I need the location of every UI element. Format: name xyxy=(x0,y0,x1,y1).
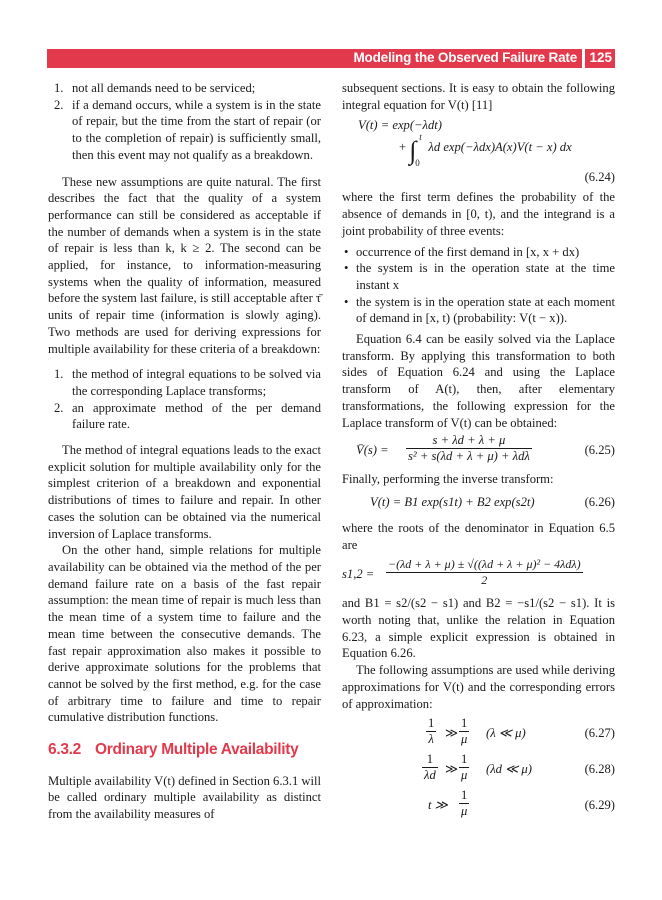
equation-6-25: V̄(s) = s + λd + λ + μ s² + s(λd + λ + μ) + λdλ (6.25) xyxy=(356,433,615,464)
list-item: 1. the method of integral equations to be solved via the corresponding Laplace transforms; xyxy=(54,367,321,398)
section-title: Ordinary Multiple Availability xyxy=(94,741,299,759)
list-item: • the system is in the operation state at each moment of demand in [x, t) (probability: V(t − x)). xyxy=(344,294,615,326)
equation-6-26: V(t) = B1 exp(s1t) + B2 exp(s2t) (6.26) xyxy=(370,494,615,509)
paragraph: These new assumptions are quite natural. The first describes the fact that the quality of a system performance can still be considered as acceptable if the number of demands when a system is in the state of repair is less than k, k ≥ 2. The second can be applied, for instance, to information-measuring systems when the quality of information, measured before the system last failure, is still acceptable after τ̄ units of repair time (information is slowly aging). Two methods are used for deriving expressions for multiple availability for these criteria of a breakdown: xyxy=(48,174,321,356)
paragraph: The following assumptions are used while deriving approximations for V(t) and the corresponding errors of approximation: xyxy=(342,663,615,711)
equation-number: (6.27) xyxy=(584,726,615,741)
integral-sign: ∫ t 0 xyxy=(409,132,422,169)
fraction: −(λd + λ + μ) ± √((λd + λ + μ)² − 4λdλ) 2 xyxy=(388,557,581,588)
list-item: 1. not all demands need to be serviced; xyxy=(54,81,256,95)
equation-6-28: $\frac{1}{\lambda d}$ ≫ $\frac{1}{\mu}$ (λd ≪ μ) (6.28) xyxy=(424,752,615,783)
equation-6-29: t ≫ $\frac{1}{\mu}$ (6.29) xyxy=(428,788,615,819)
equation-number: (6.25) xyxy=(584,443,615,458)
paragraph: Equation 6.4 can be easily solved via the Laplace transform. By applying this transformation to both sides of Equation 6.24 and using the Laplace transform of A(t), then, after elementary transformations, the following expression for the Laplace transform of V(t) can be obtained: xyxy=(342,332,615,430)
list-item: 2. if a demand occurs, while a system is in the state of repair, but the time from the start of repair (or to the completion of repair) is sufficiently small, then this event may not qualify as a breakdown. xyxy=(54,97,321,162)
section-heading xyxy=(48,742,321,759)
paragraph: where the roots of the denominator in Equation 6.5 are xyxy=(342,520,615,552)
paragraph: On the other hand, simple relations for multiple availability can be obtained via the method of the per demand failure rate on a basis of the fast repair assumption: the mean time of repair is much less than the mean time of a system time to failure and the mean time between the consecutive demands. The fast repair approximation also makes it possible to derive approximate solutions for the problems that cannot be solved by the first method, e.g. for the case of arbitrary time to failure and time to repair cumulative distribution functions. xyxy=(48,543,321,725)
eq-line: V(t) = exp(−λdt) xyxy=(358,118,442,133)
page-number: 125 xyxy=(589,50,612,65)
equation-number: (6.24) xyxy=(584,170,615,185)
criteria-list xyxy=(48,80,321,164)
list-item: • occurrence of the first demand in [x, x + dx) xyxy=(344,244,580,259)
equation-6-27: $\frac{1}{\lambda}$ ≫ $\frac{1}{\mu}$ (λ ≪ μ) (6.27) xyxy=(428,716,615,747)
equation-number: (6.29) xyxy=(584,798,615,813)
events-list xyxy=(342,244,615,328)
fraction: s + λd + λ + μ s² + s(λd + λ + μ) + λdλ xyxy=(408,433,530,464)
paragraph: The method of integral equations leads to the exact explicit solution for multiple availability only for the simplest criterion of a breakdown and exponential distributions of times to failure and repair. In other cases the solution can be obtained via the numerical inversion of Laplace transforms. xyxy=(48,443,321,541)
chapter-title: Modeling the Observed Failure Rate xyxy=(353,50,577,65)
left-column xyxy=(48,80,321,823)
equation-roots: s1,2 = −(λd + λ + μ) ± √((λd + λ + μ)² − 4λdλ) 2 xyxy=(342,557,581,588)
equation-number: (6.28) xyxy=(584,762,615,777)
running-header xyxy=(47,49,615,68)
methods-list xyxy=(48,366,321,433)
paragraph: Multiple availability V(t) defined in Section 6.3.1 will be called ordinary multiple availability as distinct from the availability measures of xyxy=(48,773,321,822)
list-item: 2. an approximate method of the per demand failure rate. xyxy=(54,400,321,432)
list-item: • the system is in the operation state at the time instant x xyxy=(344,261,615,292)
right-column xyxy=(342,80,615,824)
section-number: 6.3.2 xyxy=(48,741,81,759)
equation-6-24 xyxy=(342,117,615,187)
equation-number: (6.26) xyxy=(584,494,615,509)
paragraph: subsequent sections. It is easy to obtain the following integral equation for V(t) [11] xyxy=(342,81,615,112)
eq-line: + ∫ t 0 λd exp(−λdx)A(x)V(t − x) dx xyxy=(399,132,572,169)
header-separator xyxy=(582,49,585,68)
paragraph: and B1 = s2/(s2 − s1) and B2 = −s1/(s2 − s1). It is worth noting that, unlike the relation in Equation 6.23, a simple explicit expression is obtained in Equation 6.26. xyxy=(342,596,615,661)
paragraph: where the first term defines the probability of the absence of demands in [0, t), and the integrand is a joint probability of three events: xyxy=(342,190,615,238)
paragraph: Finally, performing the inverse transform: xyxy=(342,472,554,487)
